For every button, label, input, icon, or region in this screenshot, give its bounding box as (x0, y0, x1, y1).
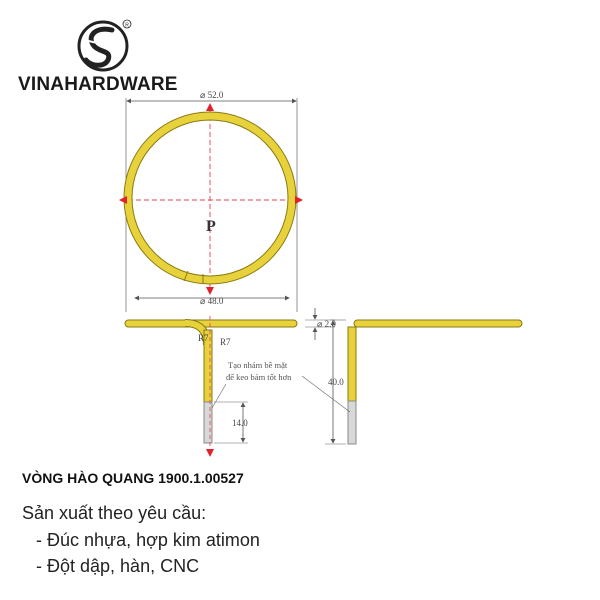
inner-diameter-label: ⌀ 48.0 (200, 296, 224, 306)
wire-thickness-label: ⌀ 2.0 (317, 319, 336, 329)
registered-mark: R (125, 22, 129, 29)
arrow-bottom-icon (206, 287, 214, 295)
side-view-right (348, 320, 522, 444)
arrow-right-icon (295, 196, 303, 204)
stem-end-label: 14.0 (232, 418, 248, 428)
arrow-top-icon (206, 103, 214, 111)
capability-list (36, 527, 260, 579)
note-line-1: Tạo nhám bề mặt (228, 360, 288, 370)
capability-item: - Đột dập, hàn, CNC (36, 556, 200, 576)
brand-name: VINAHARDWARE (18, 74, 178, 95)
production-intro: Sản xuất theo yêu cầu: (22, 503, 207, 523)
radius-right-label: R7 (220, 337, 231, 347)
note-leader-left (212, 384, 226, 408)
height-label: 40.0 (328, 377, 344, 387)
product-title: VÒNG HÀO QUANG 1900.1.00527 (22, 470, 244, 486)
brand-logo-icon (79, 20, 131, 70)
arrow-left-icon (119, 196, 127, 204)
center-label: P (206, 218, 216, 235)
outer-diameter-label: ⌀ 52.0 (200, 90, 224, 100)
stem-arrow-icon (206, 449, 214, 457)
capability-item: - Đúc nhựa, hợp kim atimon (36, 530, 260, 550)
side-view-left (125, 316, 297, 457)
note-line-2: để keo bám tốt hơn (226, 372, 292, 382)
radius-left-label: R7 (198, 333, 209, 343)
